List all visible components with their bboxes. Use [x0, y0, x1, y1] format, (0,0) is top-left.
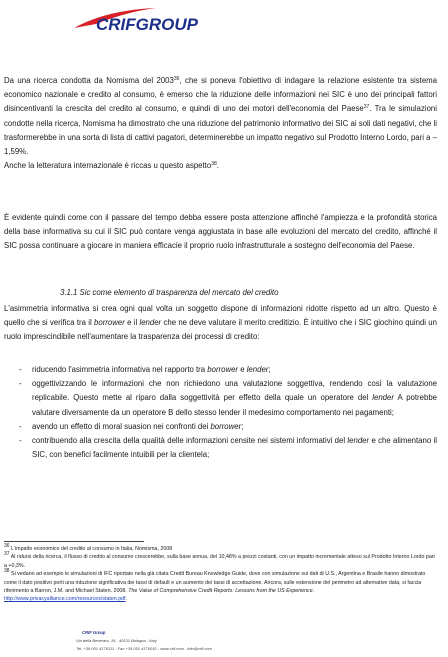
- crif-group-logo: [66, 4, 216, 34]
- bullet-dash: -: [19, 421, 22, 431]
- text-span: e che alimentano il SIC, con benefici facilmente intuibili per la clientela;: [32, 436, 437, 460]
- paragraph-nomisma: [4, 74, 437, 173]
- list-item: [4, 434, 437, 462]
- list-item: [4, 363, 437, 377]
- italic-term: lender: [347, 436, 370, 446]
- section-heading: 3.1.1 Sic come elemento di trasparenza del mercato del credito: [60, 288, 279, 297]
- bullet-dash: -: [19, 379, 22, 389]
- paragraph-evidente: [4, 211, 437, 254]
- footnote-text: L'impatto economico del credito al consumo in Italia, Nomisma, 2008: [9, 546, 173, 552]
- footnote-number: 37: [4, 551, 10, 558]
- italic-term: lender: [139, 318, 162, 328]
- italic-term: lender: [246, 365, 269, 374]
- footer-address: Via della Beverara, 19 - 40131 Bologna - Italy: [76, 638, 157, 643]
- logo-wordmark: CRIFGROUP: [96, 15, 198, 34]
- footer-brand: CRIF Group: [82, 630, 106, 635]
- crif-logo-graphic: [66, 4, 216, 34]
- text-span: oggettivizzando le informazioni che non richiedono una valutazione soggettiva, rendendo così la valutazione replicabile. Questo mette al riparo dalla soggettività per effetto della quale un operatore del: [32, 379, 437, 403]
- text-span: Anche la letteratura internazionale è riccas u questo aspetto: [4, 161, 212, 171]
- text-span: , che si poneva l'obiettivo di indagare la relazione esistente tra sistema economico nazionale e credito al consumo, è emerso che la riduzione delle informazioni nei SIC è uno dei principali fattori disincentivanti la crescita del credito al consumo, e quindi di uno dei motori dell'economia del Paese: [4, 76, 437, 114]
- footnote-36: [4, 545, 437, 553]
- text-span: .: [216, 161, 219, 171]
- text-span: Da una ricerca condotta da Nomisma del 2003: [4, 76, 174, 85]
- list-item: [4, 420, 437, 434]
- italic-term: borrower: [210, 421, 242, 431]
- footnote-text: .: [312, 588, 315, 595]
- text-span: L'asimmetria informativa si crea ogni qual volta un soggetto dispone di informazioni ridotte rispetto ad un altro. Questo è quello che si verifica tra il: [4, 304, 437, 328]
- italic-term: borrower: [207, 365, 239, 374]
- text-span: A potrebbe valutare diversamente da un operatore B dello stesso lender il medesimo comportamento nei pagamenti;: [32, 393, 438, 417]
- footnote-37: [4, 553, 437, 570]
- text-span: contribuendo alla crescita della qualità delle informazioni censite nei sistemi informativi del: [32, 436, 348, 446]
- italic-term: lender: [372, 393, 394, 403]
- text-span: avendo un effetto di moral suasion nei confronti dei: [32, 421, 211, 431]
- bullet-dash: -: [19, 365, 22, 374]
- footnote-38: [4, 570, 437, 604]
- footnotes: [4, 545, 437, 604]
- list-item: [4, 377, 437, 420]
- text-span: e il: [124, 318, 140, 328]
- footnote-text: .: [125, 596, 128, 603]
- footnote-ref: 36: [173, 76, 180, 82]
- footnote-number: 38: [4, 568, 10, 575]
- bullet-list: [4, 363, 437, 462]
- footnote-link[interactable]: http://www.privacyalliance.com/resources/staten.pdf: [4, 596, 126, 603]
- text-span: che ne deve valutare il merito creditizio. È intuitivo che i SIC giochino quindi un ruolo imprescindibile nell'aumentare la trasparenza dei processi di credito:: [4, 318, 437, 342]
- footnote-text: Al ridursi della ricerca, il flusso di credito al consumo crescerebbe, sulla base annua, del 10,48% a prezzi costanti, con un impatto incrementale atteso sul Prodotto Interno Lordo pari a +0,3%.: [4, 554, 435, 569]
- paragraph-asimmetria: [4, 302, 437, 345]
- text-span: riducendo l'asimmetria informativa nel rapporto tra: [32, 365, 208, 374]
- footnote-ref: 37: [363, 104, 370, 111]
- text-span: ;: [241, 421, 244, 431]
- italic-title: The Value of Comprehensive Credit Reports: Lessons from the US Experience: [128, 588, 313, 595]
- footnote-divider: [4, 541, 144, 542]
- footnote-ref: 38: [211, 161, 217, 168]
- bullet-dash: -: [19, 436, 22, 446]
- paragraph-text: È evidente quindi come con il passare del tempo debba essere posta attenzione affinché l'ampiezza e la profondità storica della base informativa su cui il SIC può contare venga aggiustata in base alle evoluzioni del mercato del credito, affinché il SIC possa continuare a giocare in maniera efficacie il proprio ruolo infrastrutturale a sostegno dell'economia del Paese.: [4, 213, 437, 251]
- footnote-text: Si vedano ad esempio le simulazioni di IFC riportate nella già citata Credit Bureau Knowledge Guide, dove con simulazione sui dati di U.S., Argentina e Brasile hanno dimostrato come il dato positivo porti una riduzione significativa dei tassi di default e un aumento dei tassi di accettazione. Ancora, sulle estensione del perimetro ad alternative data, si faccia riferimento a Barron, J.M. and Michael Staten. 2008.: [4, 571, 426, 595]
- text-span: e: [238, 365, 247, 374]
- footnote-number: 36: [4, 543, 10, 549]
- text-span: ;: [268, 365, 271, 374]
- text-span: . Tra le simulazioni condotte nella ricerca, Nomisma ha dimostrato che una riduzione del patrimonio informativo dei SIC ai soli dati negativi, che li trasformerebbe in una sorta di lista di cattivi pagatori, determinerebbe un impatto negativo sul Prodotto Interno Lordo, pari a –1,59%.: [4, 104, 437, 157]
- footer-contacts: Tel. +39 051 4176111 - Fax +39 051 4176010 - www.crif.com - info@crif.com: [76, 646, 212, 651]
- italic-term: borrower: [94, 318, 125, 328]
